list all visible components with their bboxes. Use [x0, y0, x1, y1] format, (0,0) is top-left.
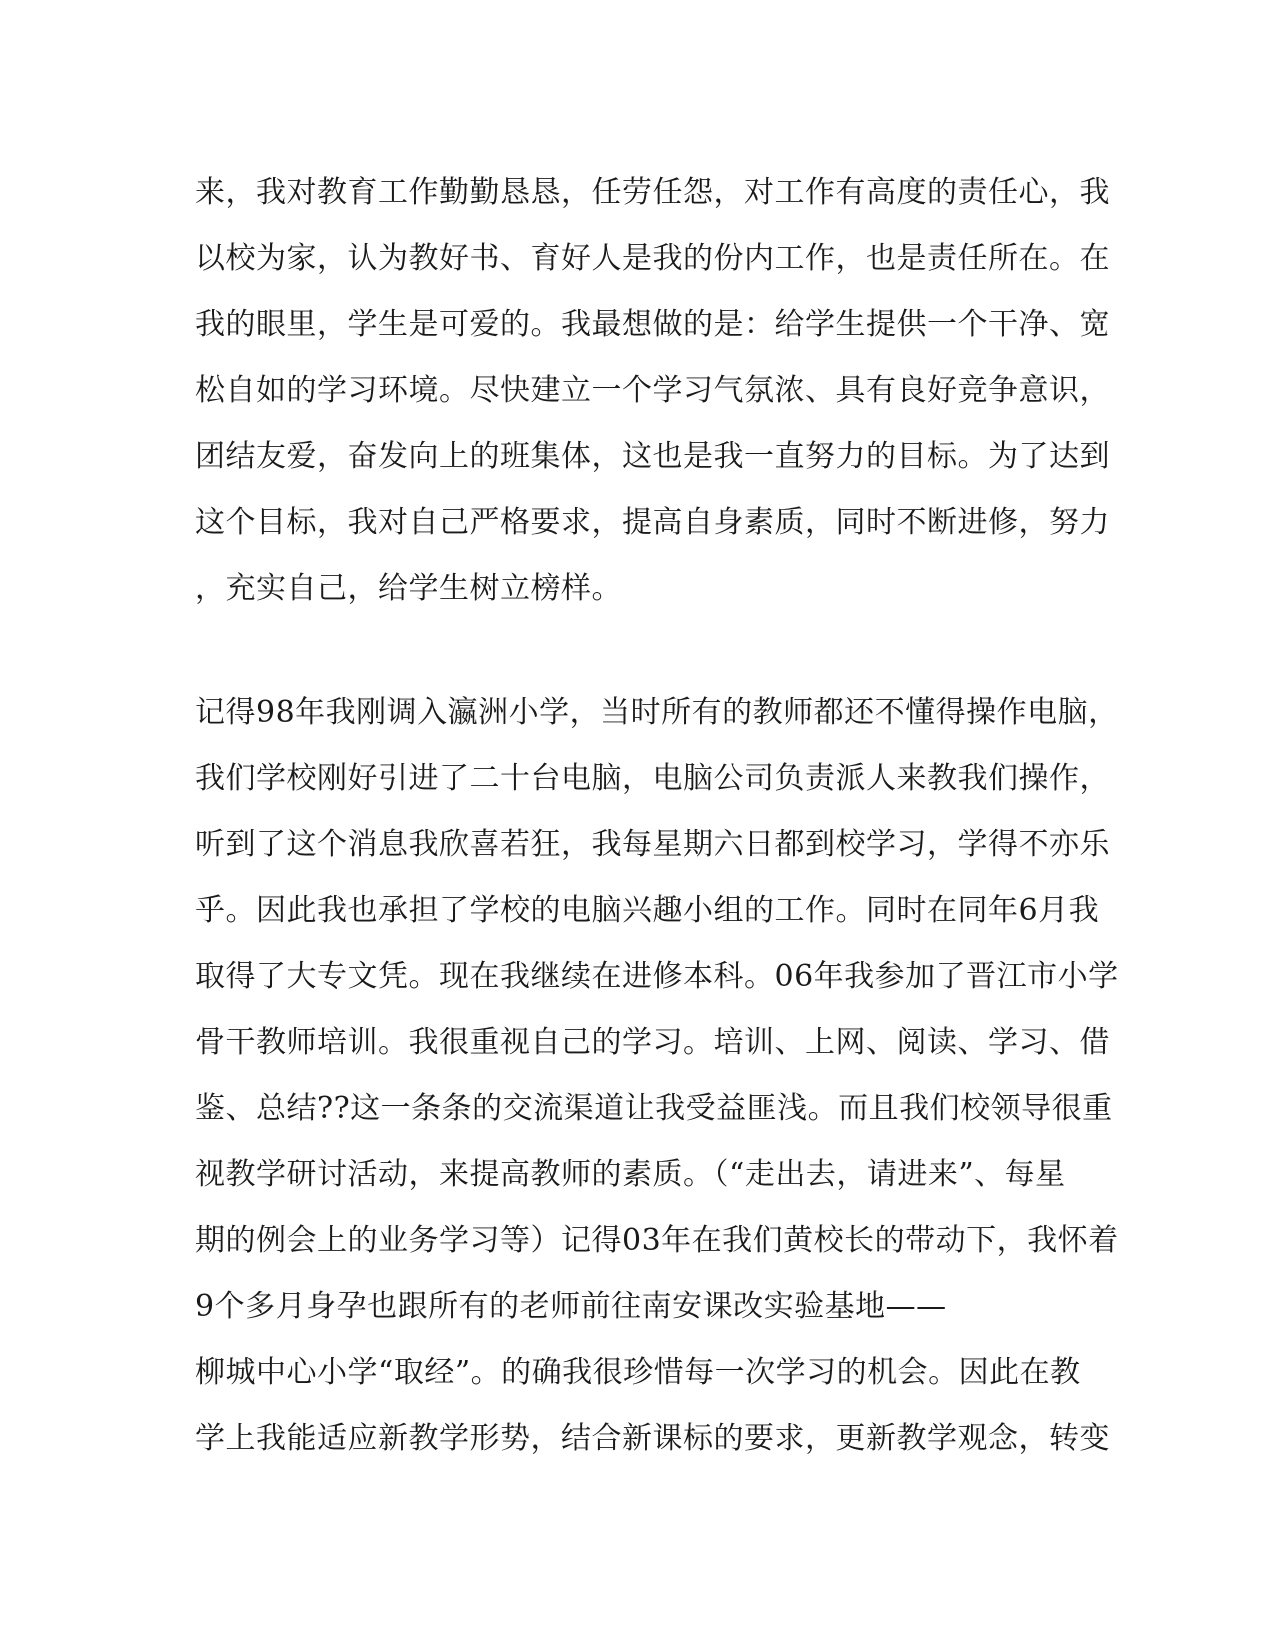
- text-line: 记得98年我刚调入瀛洲小学，当时所有的教师都还不懂得操作电脑，: [195, 695, 1119, 730]
- text-line: 期的例会上的业务学习等）记得03年在我们黄校长的带动下，我怀着: [195, 1223, 1119, 1258]
- text-line: 松自如的学习环境。尽快建立一个学习气氛浓、具有良好竞争意识，: [195, 373, 1110, 408]
- text-line: 骨干教师培训。我很重视自己的学习。培训、上网、阅读、学习、借: [195, 1025, 1110, 1060]
- text-line: 视教学研讨活动，来提高教师的素质。（“走出去，请进来”、每星: [195, 1157, 1066, 1192]
- text-line: 我们学校刚好引进了二十台电脑，电脑公司负责派人来教我们操作，: [195, 761, 1110, 796]
- paragraph-2: [195, 680, 1119, 1472]
- text-line: 来，我对教育工作勤勤恳恳，任劳任怨，对工作有高度的责任心，我: [195, 175, 1110, 210]
- text-line: 团结友爱，奋发向上的班集体，这也是我一直努力的目标。为了达到: [195, 439, 1110, 474]
- text-line: 以校为家，认为教好书、育好人是我的份内工作，也是责任所在。在: [195, 241, 1110, 276]
- text-line: ，充实自己，给学生树立榜样。: [195, 571, 622, 606]
- text-line: 乎。因此我也承担了学校的电脑兴趣小组的工作。同时在同年6月我: [195, 893, 1100, 928]
- text-line: 我的眼里，学生是可爱的。我最想做的是：给学生提供一个干净、宽: [195, 307, 1110, 342]
- text-line: 这个目标，我对自己严格要求，提高自身素质，同时不断进修，努力: [195, 505, 1110, 540]
- text-line: 9个多月身孕也跟所有的老师前往南安课改实验基地——: [195, 1289, 947, 1324]
- text-line: 柳城中心小学“取经”。的确我很珍惜每一次学习的机会。因此在教: [195, 1355, 1081, 1390]
- text-line: 学上我能适应新教学形势，结合新课标的要求，更新教学观念，转变: [195, 1421, 1110, 1456]
- text-line: 取得了大专文凭。现在我继续在进修本科。06年我参加了晋江市小学: [195, 959, 1119, 994]
- text-line: 鉴、总结??这一条条的交流渠道让我受益匪浅。而且我们校领导很重: [195, 1091, 1113, 1126]
- paragraph-1: [195, 160, 1110, 622]
- text-line: 听到了这个消息我欣喜若狂，我每星期六日都到校学习，学得不亦乐: [195, 827, 1110, 862]
